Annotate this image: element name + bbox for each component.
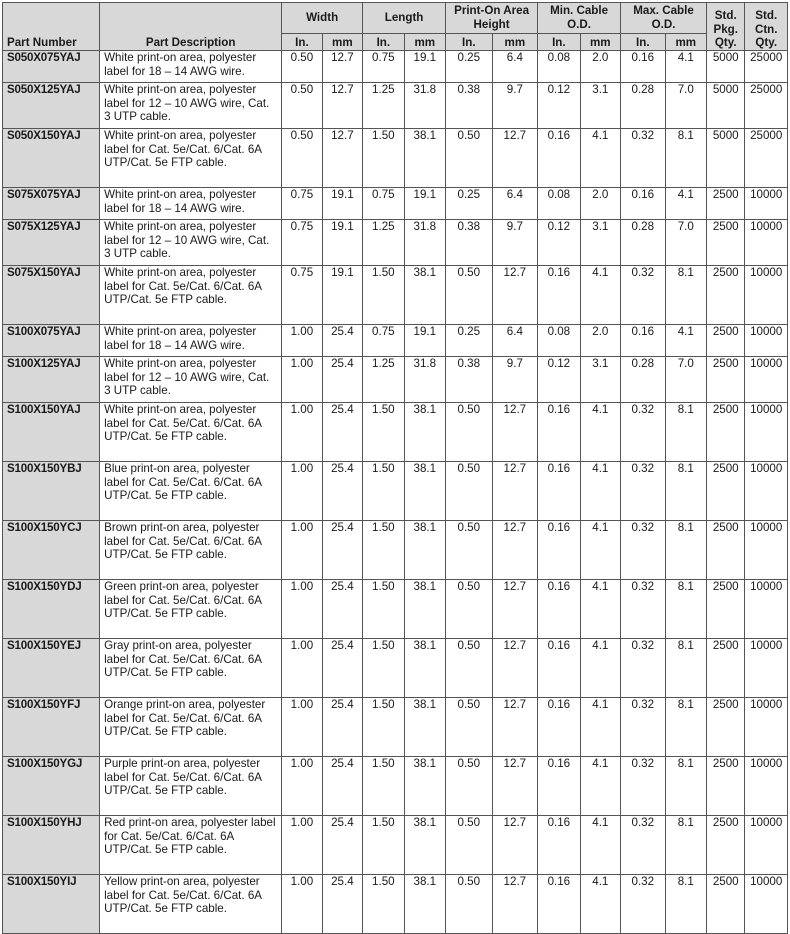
width-mm-cell: 25.4 (322, 462, 362, 521)
width-in-cell: 1.00 (282, 462, 322, 521)
header-width: Width (282, 3, 363, 34)
std-pkg-qty-cell: 2500 (707, 188, 745, 220)
table-row (3, 462, 788, 521)
print-height-mm-cell: 12.7 (492, 639, 538, 698)
part-number-cell: S050X150YAJ (3, 129, 100, 188)
min-cable-in-cell: 0.08 (538, 188, 580, 220)
length-mm-cell: 38.1 (404, 757, 445, 816)
length-mm-cell: 38.1 (404, 266, 445, 325)
part-number-cell: S100X150YIJ (3, 875, 100, 934)
print-height-mm-cell: 12.7 (492, 403, 538, 462)
std-pkg-qty-cell: 2500 (707, 220, 745, 266)
width-in-cell: 0.50 (282, 51, 322, 83)
print-height-in-cell: 0.50 (446, 757, 493, 816)
description-cell: Yellow print-on area, polyester label for Cat. 5e/Cat. 6/Cat. 6A UTP/Cat. 5e FTP cable. (100, 875, 282, 934)
min-cable-mm-cell: 3.1 (580, 357, 620, 403)
width-mm-cell: 19.1 (322, 220, 362, 266)
min-cable-in-cell: 0.12 (538, 357, 580, 403)
min-cable-in-cell: 0.16 (538, 266, 580, 325)
description-cell: Brown print-on area, polyester label for Cat. 5e/Cat. 6/Cat. 6A UTP/Cat. 5e FTP cable. (100, 521, 282, 580)
max-cable-mm-cell: 8.1 (665, 580, 706, 639)
length-mm-cell: 38.1 (404, 875, 445, 934)
print-height-in-cell: 0.50 (446, 639, 493, 698)
table-row (3, 266, 788, 325)
description-cell: Red print-on area, polyester label for Cat. 5e/Cat. 6/Cat. 6A UTP/Cat. 5e FTP cable. (100, 816, 282, 875)
length-mm-cell: 38.1 (404, 580, 445, 639)
header-length: Length (363, 3, 446, 34)
width-in-cell: 1.00 (282, 357, 322, 403)
max-cable-in-cell: 0.32 (621, 698, 666, 757)
min-cable-in-cell: 0.16 (538, 639, 580, 698)
print-height-mm-cell: 6.4 (492, 325, 538, 357)
width-mm-cell: 25.4 (322, 325, 362, 357)
print-height-in-cell: 0.25 (446, 325, 493, 357)
max-cable-in-cell: 0.32 (621, 266, 666, 325)
min-cable-in-cell: 0.16 (538, 580, 580, 639)
std-pkg-qty-cell: 2500 (707, 639, 745, 698)
description-cell: White print-on area, polyester label for 18 – 14 AWG wire. (100, 188, 282, 220)
description-cell: Gray print-on area, polyester label for Cat. 5e/Cat. 6/Cat. 6A UTP/Cat. 5e FTP cable. (100, 639, 282, 698)
std-pkg-qty-cell: 2500 (707, 875, 745, 934)
table-row (3, 188, 788, 220)
table-row (3, 639, 788, 698)
table-body (3, 51, 788, 934)
print-height-mm-cell: 9.7 (492, 220, 538, 266)
length-in-cell: 1.50 (363, 816, 404, 875)
max-cable-mm-cell: 8.1 (665, 129, 706, 188)
std-ctn-qty-cell: 10000 (745, 757, 788, 816)
width-mm-cell: 12.7 (322, 129, 362, 188)
min-cable-in-cell: 0.12 (538, 220, 580, 266)
max-cable-mm-cell: 8.1 (665, 757, 706, 816)
max-cable-in-cell: 0.32 (621, 757, 666, 816)
min-cable-mm-cell: 4.1 (580, 521, 620, 580)
std-ctn-qty-cell: 10000 (745, 698, 788, 757)
min-cable-in-cell: 0.16 (538, 698, 580, 757)
table-row (3, 129, 788, 188)
max-cable-in-cell: 0.32 (621, 816, 666, 875)
min-cable-mm-cell: 4.1 (580, 698, 620, 757)
print-height-in-cell: 0.50 (446, 403, 493, 462)
print-height-in-cell: 0.38 (446, 357, 493, 403)
header-min-cable-mm: mm (580, 34, 620, 51)
table-row (3, 757, 788, 816)
part-number-cell: S100X150YDJ (3, 580, 100, 639)
description-cell: White print-on area, polyester label for Cat. 5e/Cat. 6/Cat. 6A UTP/Cat. 5e FTP cable. (100, 129, 282, 188)
length-mm-cell: 38.1 (404, 639, 445, 698)
std-pkg-qty-cell: 2500 (707, 266, 745, 325)
max-cable-in-cell: 0.32 (621, 580, 666, 639)
std-ctn-qty-cell: 10000 (745, 188, 788, 220)
print-height-in-cell: 0.50 (446, 875, 493, 934)
description-cell: White print-on area, polyester label for 18 – 14 AWG wire. (100, 325, 282, 357)
min-cable-mm-cell: 4.1 (580, 462, 620, 521)
part-number-cell: S100X150YFJ (3, 698, 100, 757)
print-height-mm-cell: 6.4 (492, 51, 538, 83)
min-cable-mm-cell: 2.0 (580, 188, 620, 220)
std-pkg-qty-cell: 2500 (707, 580, 745, 639)
part-number-cell: S100X150YEJ (3, 639, 100, 698)
std-ctn-qty-cell: 25000 (745, 129, 788, 188)
max-cable-mm-cell: 8.1 (665, 816, 706, 875)
length-in-cell: 1.25 (363, 83, 404, 129)
std-pkg-qty-cell: 2500 (707, 816, 745, 875)
length-in-cell: 1.25 (363, 220, 404, 266)
length-in-cell: 1.50 (363, 580, 404, 639)
length-in-cell: 1.50 (363, 129, 404, 188)
std-ctn-qty-cell: 10000 (745, 462, 788, 521)
length-in-cell: 1.50 (363, 521, 404, 580)
part-number-cell: S075X075YAJ (3, 188, 100, 220)
header-width-mm: mm (322, 34, 362, 51)
length-mm-cell: 31.8 (404, 357, 445, 403)
print-height-in-cell: 0.50 (446, 266, 493, 325)
max-cable-mm-cell: 8.1 (665, 403, 706, 462)
width-mm-cell: 25.4 (322, 698, 362, 757)
table-row (3, 816, 788, 875)
print-height-in-cell: 0.50 (446, 698, 493, 757)
length-mm-cell: 19.1 (404, 51, 445, 83)
header-length-in: In. (363, 34, 404, 51)
min-cable-in-cell: 0.08 (538, 51, 580, 83)
length-in-cell: 1.50 (363, 757, 404, 816)
width-mm-cell: 12.7 (322, 83, 362, 129)
description-cell: Purple print-on area, polyester label for Cat. 5e/Cat. 6/Cat. 6A UTP/Cat. 5e FTP cable. (100, 757, 282, 816)
header-print-height-mm: mm (492, 34, 538, 51)
header-min-cable-in: In. (538, 34, 580, 51)
print-height-mm-cell: 6.4 (492, 188, 538, 220)
width-in-cell: 1.00 (282, 521, 322, 580)
header-print-on-area-height: Print-On Area Height (446, 3, 538, 34)
table-row (3, 51, 788, 83)
description-cell: White print-on area, polyester label for 12 – 10 AWG wire, Cat. 3 UTP cable. (100, 83, 282, 129)
max-cable-mm-cell: 7.0 (665, 83, 706, 129)
print-height-mm-cell: 9.7 (492, 357, 538, 403)
width-mm-cell: 25.4 (322, 816, 362, 875)
table-row (3, 580, 788, 639)
description-cell: White print-on area, polyester label for Cat. 5e/Cat. 6/Cat. 6A UTP/Cat. 5e FTP cable. (100, 403, 282, 462)
print-height-mm-cell: 12.7 (492, 698, 538, 757)
min-cable-mm-cell: 4.1 (580, 266, 620, 325)
std-ctn-qty-cell: 25000 (745, 51, 788, 83)
length-in-cell: 1.50 (363, 875, 404, 934)
max-cable-mm-cell: 8.1 (665, 639, 706, 698)
std-ctn-qty-cell: 10000 (745, 357, 788, 403)
std-ctn-qty-cell: 10000 (745, 403, 788, 462)
header-part-description: Part Description (100, 3, 282, 51)
std-ctn-qty-cell: 25000 (745, 83, 788, 129)
table-row (3, 83, 788, 129)
print-height-in-cell: 0.50 (446, 816, 493, 875)
length-mm-cell: 38.1 (404, 521, 445, 580)
min-cable-in-cell: 0.16 (538, 462, 580, 521)
length-in-cell: 0.75 (363, 325, 404, 357)
print-height-mm-cell: 12.7 (492, 462, 538, 521)
part-number-cell: S100X150YGJ (3, 757, 100, 816)
std-pkg-qty-cell: 2500 (707, 698, 745, 757)
header-width-in: In. (282, 34, 322, 51)
part-number-cell: S050X075YAJ (3, 51, 100, 83)
width-in-cell: 0.75 (282, 266, 322, 325)
std-pkg-qty-cell: 5000 (707, 83, 745, 129)
max-cable-mm-cell: 4.1 (665, 188, 706, 220)
length-mm-cell: 19.1 (404, 188, 445, 220)
length-mm-cell: 38.1 (404, 403, 445, 462)
width-mm-cell: 19.1 (322, 266, 362, 325)
min-cable-in-cell: 0.16 (538, 129, 580, 188)
part-number-cell: S100X150YBJ (3, 462, 100, 521)
length-mm-cell: 38.1 (404, 698, 445, 757)
width-in-cell: 1.00 (282, 325, 322, 357)
max-cable-in-cell: 0.28 (621, 83, 666, 129)
min-cable-mm-cell: 3.1 (580, 83, 620, 129)
length-in-cell: 1.25 (363, 357, 404, 403)
max-cable-mm-cell: 8.1 (665, 521, 706, 580)
std-ctn-qty-cell: 10000 (745, 521, 788, 580)
std-pkg-qty-cell: 5000 (707, 129, 745, 188)
table-row (3, 357, 788, 403)
max-cable-in-cell: 0.32 (621, 639, 666, 698)
max-cable-in-cell: 0.16 (621, 51, 666, 83)
std-pkg-qty-cell: 2500 (707, 403, 745, 462)
length-in-cell: 1.50 (363, 698, 404, 757)
description-cell: Green print-on area, polyester label for Cat. 5e/Cat. 6/Cat. 6A UTP/Cat. 5e FTP cable. (100, 580, 282, 639)
width-mm-cell: 25.4 (322, 357, 362, 403)
std-ctn-qty-cell: 10000 (745, 580, 788, 639)
width-in-cell: 1.00 (282, 816, 322, 875)
print-height-in-cell: 0.50 (446, 462, 493, 521)
width-mm-cell: 25.4 (322, 521, 362, 580)
print-height-mm-cell: 12.7 (492, 757, 538, 816)
header-std-ctn-qty: Std. Ctn. Qty. (745, 3, 788, 51)
min-cable-mm-cell: 4.1 (580, 403, 620, 462)
print-height-in-cell: 0.38 (446, 220, 493, 266)
description-cell: White print-on area, polyester label for 12 – 10 AWG wire, Cat. 3 UTP cable. (100, 220, 282, 266)
part-number-cell: S100X150YHJ (3, 816, 100, 875)
part-number-cell: S100X150YAJ (3, 403, 100, 462)
length-mm-cell: 38.1 (404, 816, 445, 875)
print-height-in-cell: 0.50 (446, 129, 493, 188)
part-number-cell: S100X125YAJ (3, 357, 100, 403)
part-number-cell: S075X125YAJ (3, 220, 100, 266)
print-height-in-cell: 0.38 (446, 83, 493, 129)
print-height-mm-cell: 12.7 (492, 129, 538, 188)
length-in-cell: 0.75 (363, 51, 404, 83)
width-in-cell: 0.75 (282, 220, 322, 266)
max-cable-in-cell: 0.32 (621, 403, 666, 462)
width-mm-cell: 19.1 (322, 188, 362, 220)
std-ctn-qty-cell: 10000 (745, 816, 788, 875)
print-height-mm-cell: 12.7 (492, 521, 538, 580)
min-cable-mm-cell: 4.1 (580, 580, 620, 639)
min-cable-mm-cell: 4.1 (580, 875, 620, 934)
length-mm-cell: 31.8 (404, 220, 445, 266)
description-cell: White print-on area, polyester label for 12 – 10 AWG wire, Cat. 3 UTP cable. (100, 357, 282, 403)
min-cable-in-cell: 0.16 (538, 757, 580, 816)
std-pkg-qty-cell: 2500 (707, 357, 745, 403)
min-cable-in-cell: 0.16 (538, 875, 580, 934)
width-in-cell: 1.00 (282, 875, 322, 934)
width-mm-cell: 25.4 (322, 875, 362, 934)
std-pkg-qty-cell: 2500 (707, 521, 745, 580)
length-mm-cell: 31.8 (404, 83, 445, 129)
max-cable-mm-cell: 8.1 (665, 462, 706, 521)
width-in-cell: 1.00 (282, 698, 322, 757)
max-cable-mm-cell: 8.1 (665, 698, 706, 757)
max-cable-mm-cell: 7.0 (665, 220, 706, 266)
print-height-mm-cell: 12.7 (492, 816, 538, 875)
min-cable-mm-cell: 4.1 (580, 129, 620, 188)
std-pkg-qty-cell: 2500 (707, 462, 745, 521)
description-cell: White print-on area, polyester label for Cat. 5e/Cat. 6/Cat. 6A UTP/Cat. 5e FTP cable. (100, 266, 282, 325)
print-height-in-cell: 0.25 (446, 188, 493, 220)
length-in-cell: 1.50 (363, 266, 404, 325)
table-row (3, 325, 788, 357)
length-mm-cell: 19.1 (404, 325, 445, 357)
max-cable-in-cell: 0.16 (621, 325, 666, 357)
std-ctn-qty-cell: 10000 (745, 325, 788, 357)
print-height-in-cell: 0.50 (446, 521, 493, 580)
description-cell: Orange print-on area, polyester label for Cat. 5e/Cat. 6/Cat. 6A UTP/Cat. 5e FTP cable. (100, 698, 282, 757)
max-cable-in-cell: 0.32 (621, 521, 666, 580)
table-row (3, 698, 788, 757)
table-header (3, 3, 788, 51)
length-mm-cell: 38.1 (404, 129, 445, 188)
table-row (3, 875, 788, 934)
header-part-number: Part Number (3, 3, 100, 51)
min-cable-mm-cell: 4.1 (580, 757, 620, 816)
width-in-cell: 0.50 (282, 129, 322, 188)
print-height-in-cell: 0.25 (446, 51, 493, 83)
table-row (3, 403, 788, 462)
min-cable-mm-cell: 2.0 (580, 51, 620, 83)
width-in-cell: 1.00 (282, 757, 322, 816)
length-in-cell: 1.50 (363, 639, 404, 698)
description-cell: White print-on area, polyester label for 18 – 14 AWG wire. (100, 51, 282, 83)
max-cable-mm-cell: 7.0 (665, 357, 706, 403)
length-in-cell: 0.75 (363, 188, 404, 220)
min-cable-mm-cell: 4.1 (580, 639, 620, 698)
min-cable-in-cell: 0.16 (538, 521, 580, 580)
header-max-cable-mm: mm (665, 34, 706, 51)
print-height-in-cell: 0.50 (446, 580, 493, 639)
min-cable-mm-cell: 4.1 (580, 816, 620, 875)
table-row (3, 220, 788, 266)
max-cable-in-cell: 0.32 (621, 129, 666, 188)
std-ctn-qty-cell: 10000 (745, 220, 788, 266)
max-cable-in-cell: 0.32 (621, 462, 666, 521)
header-max-cable-od: Max. Cable O.D. (621, 3, 707, 34)
max-cable-in-cell: 0.16 (621, 188, 666, 220)
std-pkg-qty-cell: 5000 (707, 51, 745, 83)
print-height-mm-cell: 12.7 (492, 875, 538, 934)
part-number-cell: S050X125YAJ (3, 83, 100, 129)
width-in-cell: 1.00 (282, 403, 322, 462)
print-height-mm-cell: 9.7 (492, 83, 538, 129)
length-in-cell: 1.50 (363, 403, 404, 462)
max-cable-in-cell: 0.28 (621, 220, 666, 266)
min-cable-in-cell: 0.16 (538, 816, 580, 875)
min-cable-in-cell: 0.12 (538, 83, 580, 129)
header-print-height-in: In. (446, 34, 493, 51)
width-mm-cell: 25.4 (322, 639, 362, 698)
min-cable-mm-cell: 2.0 (580, 325, 620, 357)
max-cable-mm-cell: 4.1 (665, 325, 706, 357)
part-number-cell: S100X150YCJ (3, 521, 100, 580)
min-cable-mm-cell: 3.1 (580, 220, 620, 266)
print-height-mm-cell: 12.7 (492, 266, 538, 325)
header-max-cable-in: In. (621, 34, 666, 51)
min-cable-in-cell: 0.16 (538, 403, 580, 462)
width-in-cell: 0.50 (282, 83, 322, 129)
product-spec-table (2, 2, 788, 934)
table-row (3, 521, 788, 580)
description-cell: Blue print-on area, polyester label for Cat. 5e/Cat. 6/Cat. 6A UTP/Cat. 5e FTP cable. (100, 462, 282, 521)
width-mm-cell: 25.4 (322, 580, 362, 639)
width-mm-cell: 25.4 (322, 757, 362, 816)
std-pkg-qty-cell: 2500 (707, 325, 745, 357)
width-in-cell: 1.00 (282, 580, 322, 639)
max-cable-in-cell: 0.28 (621, 357, 666, 403)
width-in-cell: 1.00 (282, 639, 322, 698)
std-ctn-qty-cell: 10000 (745, 639, 788, 698)
print-height-mm-cell: 12.7 (492, 580, 538, 639)
header-std-pkg-qty: Std. Pkg. Qty. (707, 3, 745, 51)
width-in-cell: 0.75 (282, 188, 322, 220)
max-cable-in-cell: 0.32 (621, 875, 666, 934)
std-ctn-qty-cell: 10000 (745, 875, 788, 934)
width-mm-cell: 12.7 (322, 51, 362, 83)
header-length-mm: mm (404, 34, 445, 51)
part-number-cell: S075X150YAJ (3, 266, 100, 325)
header-min-cable-od: Min. Cable O.D. (538, 3, 621, 34)
min-cable-in-cell: 0.08 (538, 325, 580, 357)
width-mm-cell: 25.4 (322, 403, 362, 462)
length-in-cell: 1.50 (363, 462, 404, 521)
max-cable-mm-cell: 8.1 (665, 266, 706, 325)
std-pkg-qty-cell: 2500 (707, 757, 745, 816)
part-number-cell: S100X075YAJ (3, 325, 100, 357)
max-cable-mm-cell: 8.1 (665, 875, 706, 934)
std-ctn-qty-cell: 10000 (745, 266, 788, 325)
length-mm-cell: 38.1 (404, 462, 445, 521)
max-cable-mm-cell: 4.1 (665, 51, 706, 83)
